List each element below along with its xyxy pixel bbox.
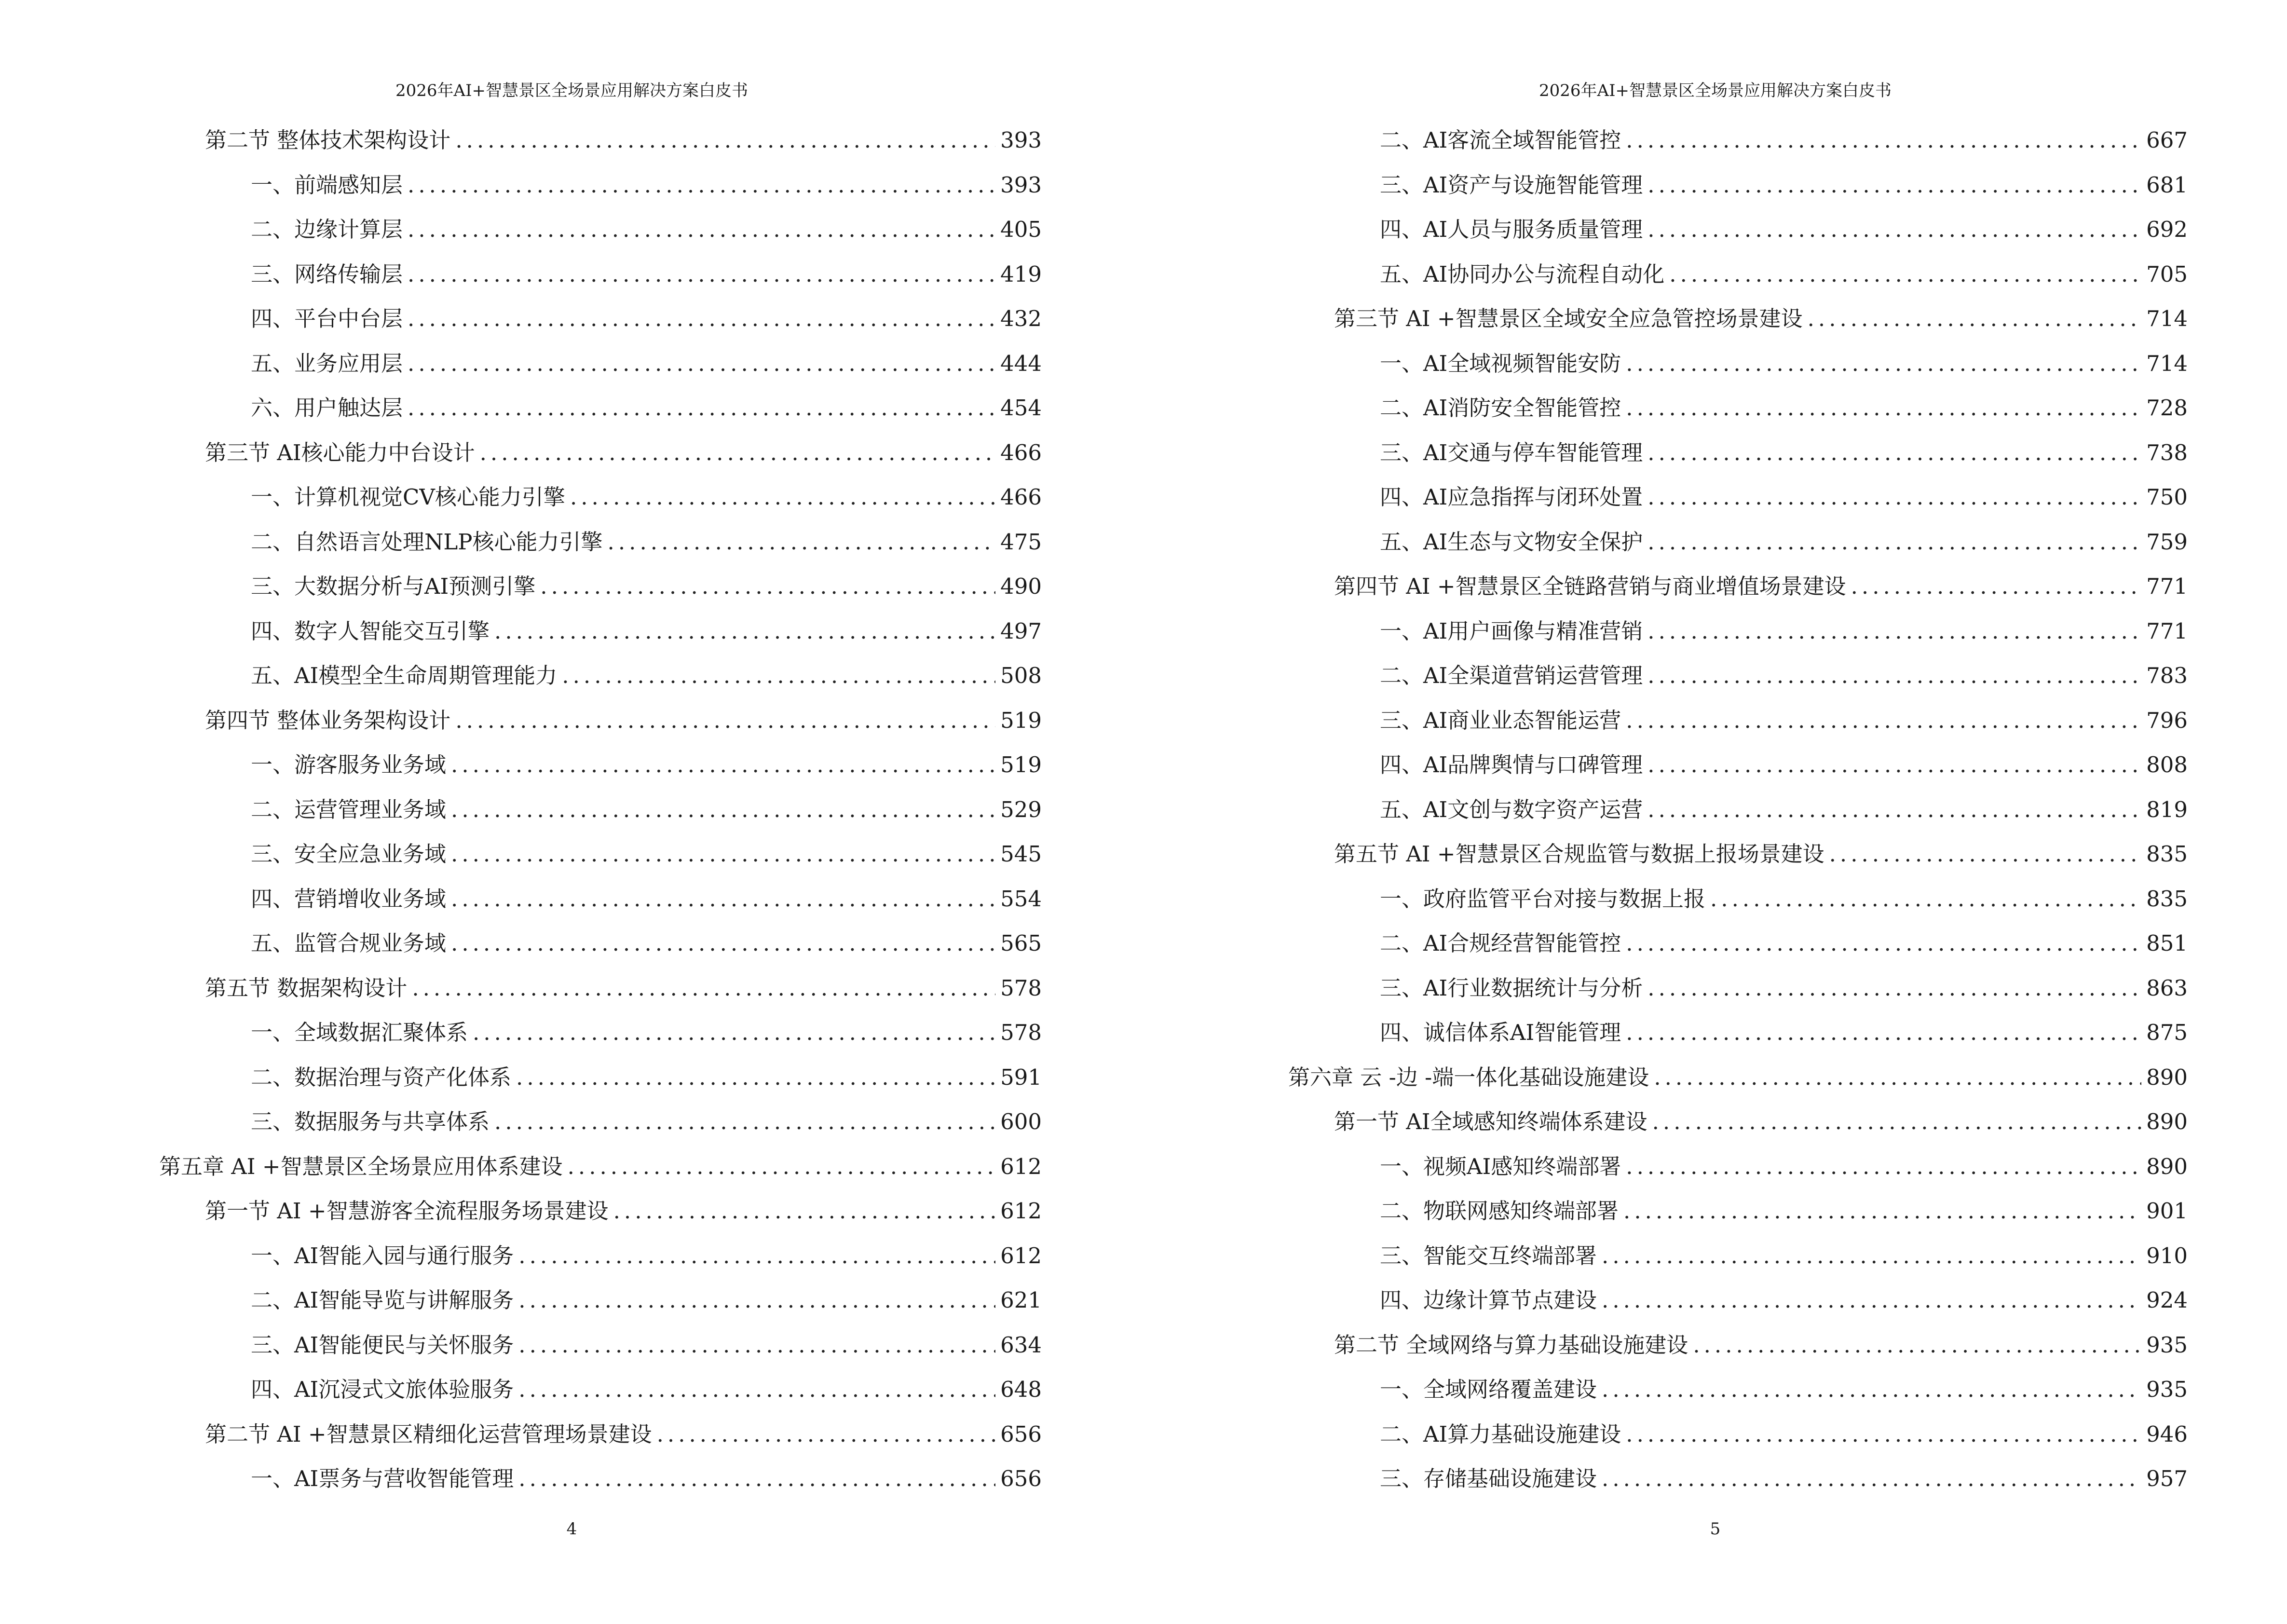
toc-entry[interactable] xyxy=(1288,386,2188,431)
toc-entry-page: 612 xyxy=(1000,1153,1042,1179)
toc-entry-page: 681 xyxy=(2146,172,2188,198)
dot-leader xyxy=(1654,1055,2141,1100)
toc-entry-page: 490 xyxy=(1000,573,1042,599)
toc-entry-title: 四、营销增收业务域 xyxy=(251,886,447,912)
toc-entry-page: 519 xyxy=(1000,752,1042,778)
dot-leader xyxy=(1710,877,2141,922)
toc-entry-title: 第二节 AI +智慧景区精细化运营管理场景建设 xyxy=(205,1421,652,1447)
dot-leader xyxy=(1693,1323,2141,1368)
toc-entry-page: 796 xyxy=(2146,707,2188,733)
toc-entry-title: 三、存储基础设施建设 xyxy=(1380,1466,1597,1491)
toc-entry[interactable] xyxy=(159,1367,1042,1412)
toc-entry[interactable] xyxy=(1288,1100,2188,1145)
toc-entry-title: 一、前端感知层 xyxy=(251,172,403,198)
toc-entry[interactable] xyxy=(1288,877,2188,922)
toc-entry-title: 第五节 数据架构设计 xyxy=(205,975,408,1001)
toc-entry[interactable] xyxy=(1288,564,2188,609)
toc-entry-page: 738 xyxy=(2146,439,2188,465)
toc-entry-title: 二、AI智能导览与讲解服务 xyxy=(251,1287,514,1313)
toc-entry-page: 621 xyxy=(1000,1287,1042,1313)
dot-leader xyxy=(1851,564,2142,609)
toc-entry-page: 656 xyxy=(1000,1466,1042,1491)
toc-entry-page: 714 xyxy=(2146,306,2188,331)
toc-entry-page: 935 xyxy=(2146,1377,2188,1402)
toc-entry[interactable] xyxy=(159,207,1042,252)
toc-entry-title: 第一节 AI +智慧游客全流程服务场景建设 xyxy=(205,1198,609,1224)
dot-leader xyxy=(494,609,995,654)
toc-entry-title: 一、全域网络覆盖建设 xyxy=(1380,1377,1597,1402)
dot-leader xyxy=(518,1457,995,1501)
toc-entry-title: 一、AI全域视频智能安防 xyxy=(1380,350,1621,376)
toc-entry-page: 444 xyxy=(1000,350,1042,376)
toc-entry-page: 612 xyxy=(1000,1198,1042,1224)
toc-entry-title: 四、AI人员与服务质量管理 xyxy=(1380,217,1643,242)
toc-entry-page: 545 xyxy=(1000,841,1042,867)
toc-entry-title: 三、网络传输层 xyxy=(251,261,403,287)
toc-entry[interactable] xyxy=(1288,654,2188,698)
toc-entry[interactable] xyxy=(159,475,1042,520)
toc-entry[interactable] xyxy=(159,252,1042,297)
toc-entry-title: 一、游客服务业务域 xyxy=(251,752,447,778)
toc-entry[interactable] xyxy=(1288,1367,2188,1412)
toc-entry-title: 三、AI智能便民与关怀服务 xyxy=(251,1332,514,1358)
toc-entry-page: 554 xyxy=(1000,886,1042,912)
toc-entry-title: 五、业务应用层 xyxy=(251,350,403,376)
toc-entry-page: 935 xyxy=(2146,1332,2188,1358)
toc-entry[interactable] xyxy=(159,520,1042,565)
toc-entry[interactable] xyxy=(1288,921,2188,966)
dot-leader xyxy=(408,207,995,252)
toc-entry-title: 二、AI合规经营智能管控 xyxy=(1380,930,1621,956)
toc-entry-page: 890 xyxy=(2146,1109,2188,1134)
dot-leader xyxy=(412,966,995,1011)
dot-leader xyxy=(562,654,995,698)
dot-leader xyxy=(1626,1010,2141,1055)
dot-leader xyxy=(451,743,995,788)
toc-entry-page: 508 xyxy=(1000,663,1042,688)
toc-entry-title: 五、AI文创与数字资产运营 xyxy=(1380,796,1643,822)
toc-entry[interactable] xyxy=(1288,743,2188,788)
dot-leader xyxy=(1626,1145,2141,1189)
toc-entry-page: 714 xyxy=(2146,350,2188,376)
page-right xyxy=(1144,0,2287,1624)
toc-entry-page: 529 xyxy=(1000,796,1042,822)
toc-entry[interactable] xyxy=(1288,832,2188,877)
toc-entry-page: 901 xyxy=(2146,1198,2188,1224)
toc-entry-title: 第四节 AI +智慧景区全链路营销与商业增值场景建设 xyxy=(1334,573,1846,599)
toc-entry-page: 692 xyxy=(2146,217,2188,242)
toc-entry-page: 578 xyxy=(1000,975,1042,1001)
toc-entry-title: 四、数字人智能交互引擎 xyxy=(251,618,490,644)
toc-entry-title: 第二节 整体技术架构设计 xyxy=(205,127,451,153)
dot-leader xyxy=(1626,118,2141,163)
toc-entry-title: 二、物联网感知终端部署 xyxy=(1380,1198,1619,1224)
dot-leader xyxy=(408,297,995,341)
page-number: 4 xyxy=(566,1519,577,1539)
toc-entry[interactable] xyxy=(159,609,1042,654)
toc-entry[interactable] xyxy=(159,163,1042,208)
toc-entry-page: 466 xyxy=(1000,484,1042,510)
dot-leader xyxy=(451,788,995,832)
toc-entry-title: 二、边缘计算层 xyxy=(251,217,403,242)
toc-entry[interactable] xyxy=(1288,297,2188,341)
toc-entry-page: 497 xyxy=(1000,618,1042,644)
dot-leader xyxy=(1647,520,2141,565)
dot-leader xyxy=(1808,297,2142,341)
toc-entry-page: 393 xyxy=(1000,127,1042,153)
toc-entry[interactable] xyxy=(1288,1189,2188,1234)
toc-entry-page: 957 xyxy=(2146,1466,2188,1491)
toc-entry-title: 五、AI生态与文物安全保护 xyxy=(1380,529,1643,555)
toc-entry-title: 二、运营管理业务域 xyxy=(251,796,447,822)
toc-entry-page: 519 xyxy=(1000,707,1042,733)
toc-entry[interactable] xyxy=(159,297,1042,341)
dot-leader xyxy=(408,386,995,431)
dot-leader xyxy=(518,1278,995,1323)
toc-entry-page: 419 xyxy=(1000,261,1042,287)
toc-entry[interactable] xyxy=(159,1145,1042,1189)
toc-entry-title: 二、AI算力基础设施建设 xyxy=(1380,1421,1621,1447)
toc-entry-page: 728 xyxy=(2146,395,2188,421)
toc-entry-page: 634 xyxy=(1000,1332,1042,1358)
dot-leader xyxy=(570,475,995,520)
toc-entry-page: 565 xyxy=(1000,930,1042,956)
toc-entry[interactable] xyxy=(1288,1055,2188,1100)
toc-entry-page: 466 xyxy=(1000,439,1042,465)
toc-entry-title: 第三节 AI +智慧景区全域安全应急管控场景建设 xyxy=(1334,306,1803,331)
toc-entry[interactable] xyxy=(1288,341,2188,386)
dot-leader xyxy=(1626,341,2141,386)
toc-entry-page: 667 xyxy=(2146,127,2188,153)
toc-entry-page: 750 xyxy=(2146,484,2188,510)
toc-entry-title: 三、AI商业业态智能运营 xyxy=(1380,707,1621,733)
toc-entry-page: 835 xyxy=(2146,886,2188,912)
toc-entry[interactable] xyxy=(159,921,1042,966)
toc-entry-title: 二、AI客流全域智能管控 xyxy=(1380,127,1621,153)
dot-leader xyxy=(1647,788,2141,832)
dot-leader xyxy=(518,1323,995,1368)
toc-entry-page: 890 xyxy=(2146,1064,2188,1090)
toc-entry-page: 875 xyxy=(2146,1020,2188,1045)
dot-leader xyxy=(1602,1234,2141,1279)
toc-entry-page: 656 xyxy=(1000,1421,1042,1447)
toc-entry-page: 591 xyxy=(1000,1064,1042,1090)
page-number: 5 xyxy=(1710,1519,1721,1539)
toc-entry[interactable] xyxy=(1288,252,2188,297)
toc-entry-title: 一、AI票务与营收智能管理 xyxy=(251,1466,514,1491)
toc-entry[interactable] xyxy=(1288,1323,2188,1368)
dot-leader xyxy=(518,1234,995,1279)
toc-entry[interactable] xyxy=(1288,1278,2188,1323)
dot-leader xyxy=(518,1367,995,1412)
toc-entry-page: 771 xyxy=(2146,573,2188,599)
toc-entry-title: 五、监管合规业务域 xyxy=(251,930,447,956)
toc-entry[interactable] xyxy=(159,386,1042,431)
toc-entry[interactable] xyxy=(1288,118,2188,163)
dot-leader xyxy=(1626,1412,2141,1457)
toc-entry-title: 一、政府监管平台对接与数据上报 xyxy=(1380,886,1706,912)
toc-entry[interactable] xyxy=(159,1055,1042,1100)
toc-entry-page: 432 xyxy=(1000,306,1042,331)
dot-leader xyxy=(1647,609,2141,654)
toc-entry[interactable] xyxy=(159,431,1042,476)
toc-entry[interactable] xyxy=(159,743,1042,788)
toc-entry[interactable] xyxy=(1288,431,2188,476)
toc-entry-page: 863 xyxy=(2146,975,2188,1001)
toc-entry-page: 946 xyxy=(2146,1421,2188,1447)
toc-entry[interactable] xyxy=(1288,163,2188,208)
toc-entry-page: 819 xyxy=(2146,796,2188,822)
toc-entry-page: 648 xyxy=(1000,1377,1042,1402)
toc-entry-title: 四、AI应急指挥与闭环处置 xyxy=(1380,484,1643,510)
toc-entry[interactable] xyxy=(159,1189,1042,1234)
toc-entry[interactable] xyxy=(1288,698,2188,743)
toc-entry-title: 四、诚信体系AI智能管理 xyxy=(1380,1020,1621,1045)
toc-entry-title: 三、AI资产与设施智能管理 xyxy=(1380,172,1643,198)
dot-leader xyxy=(451,921,995,966)
toc-entry[interactable] xyxy=(159,877,1042,922)
toc-entry-page: 705 xyxy=(2146,261,2188,287)
toc-list xyxy=(1288,118,2188,1501)
dot-leader xyxy=(1647,475,2141,520)
dot-leader xyxy=(1602,1457,2141,1501)
toc-entry-title: 四、AI沉浸式文旅体验服务 xyxy=(251,1377,514,1402)
toc-entry[interactable] xyxy=(1288,788,2188,832)
toc-entry[interactable] xyxy=(159,1010,1042,1055)
toc-entry-title: 三、安全应急业务域 xyxy=(251,841,447,867)
dot-leader xyxy=(408,163,995,208)
running-header: 2026年AI+智慧景区全场景应用解决方案白皮书 xyxy=(395,81,748,100)
toc-entry[interactable] xyxy=(1288,1412,2188,1457)
toc-entry-title: 三、AI交通与停车智能管理 xyxy=(1380,439,1643,465)
dot-leader xyxy=(451,877,995,922)
dot-leader xyxy=(1669,252,2141,297)
dot-leader xyxy=(451,832,995,877)
dot-leader xyxy=(1829,832,2142,877)
toc-entry-title: 第四节 整体业务架构设计 xyxy=(205,707,451,733)
toc-entry-title: 二、数据治理与资产化体系 xyxy=(251,1064,512,1090)
toc-entry-title: 第二节 全域网络与算力基础设施建设 xyxy=(1334,1332,1688,1358)
toc-entry-title: 二、自然语言处理NLP核心能力引擎 xyxy=(251,529,603,555)
toc-entry-title: 六、用户触达层 xyxy=(251,395,403,421)
dot-leader xyxy=(1623,1189,2141,1234)
toc-entry-page: 783 xyxy=(2146,663,2188,688)
dot-leader xyxy=(473,1010,995,1055)
toc-entry-page: 475 xyxy=(1000,529,1042,555)
toc-entry-title: 一、AI智能入园与通行服务 xyxy=(251,1242,514,1269)
dot-leader xyxy=(408,341,995,386)
running-header: 2026年AI+智慧景区全场景应用解决方案白皮书 xyxy=(1539,81,1892,100)
toc-entry[interactable] xyxy=(1288,207,2188,252)
toc-entry-page: 578 xyxy=(1000,1020,1042,1045)
toc-entry-page: 405 xyxy=(1000,217,1042,242)
toc-entry[interactable] xyxy=(159,1323,1042,1368)
toc-entry-title: 四、边缘计算节点建设 xyxy=(1380,1287,1597,1313)
dot-leader xyxy=(613,1189,996,1234)
dot-leader xyxy=(1647,654,2141,698)
toc-list xyxy=(159,118,1042,1501)
toc-entry[interactable] xyxy=(159,788,1042,832)
toc-entry-title: 二、AI消防安全智能管控 xyxy=(1380,395,1621,421)
dot-leader xyxy=(480,431,996,476)
toc-entry-title: 一、全域数据汇聚体系 xyxy=(251,1020,468,1045)
dot-leader xyxy=(408,252,995,297)
dot-leader xyxy=(1626,698,2141,743)
toc-entry-page: 808 xyxy=(2146,752,2188,778)
toc-entry[interactable] xyxy=(1288,1457,2188,1501)
toc-entry-page: 759 xyxy=(2146,529,2188,555)
dot-leader xyxy=(455,698,995,743)
toc-entry[interactable] xyxy=(1288,1010,2188,1055)
dot-leader xyxy=(1602,1278,2141,1323)
toc-entry-title: 四、AI品牌舆情与口碑管理 xyxy=(1380,752,1643,778)
toc-entry[interactable] xyxy=(159,1457,1042,1501)
toc-entry-title: 一、计算机视觉CV核心能力引擎 xyxy=(251,484,565,510)
toc-entry-title: 四、平台中台层 xyxy=(251,306,403,331)
dot-leader xyxy=(540,564,995,609)
toc-entry[interactable] xyxy=(1288,1234,2188,1279)
toc-entry[interactable] xyxy=(159,341,1042,386)
dot-leader xyxy=(568,1145,996,1189)
toc-entry-title: 三、数据服务与共享体系 xyxy=(251,1109,490,1134)
toc-entry[interactable] xyxy=(1288,475,2188,520)
toc-entry[interactable] xyxy=(159,1234,1042,1279)
toc-entry[interactable] xyxy=(1288,520,2188,565)
dot-leader xyxy=(1626,921,2141,966)
toc-entry-page: 835 xyxy=(2146,841,2188,867)
toc-entry-title: 一、AI用户画像与精准营销 xyxy=(1380,618,1643,644)
toc-entry-title: 第五章 AI +智慧景区全场景应用体系建设 xyxy=(159,1153,563,1179)
dot-leader xyxy=(1647,966,2141,1011)
dot-leader xyxy=(1647,431,2141,476)
toc-entry-title: 二、AI全渠道营销运营管理 xyxy=(1380,663,1643,688)
toc-entry[interactable] xyxy=(159,654,1042,698)
toc-entry[interactable] xyxy=(159,118,1042,163)
toc-entry[interactable] xyxy=(1288,1145,2188,1189)
toc-entry-page: 910 xyxy=(2146,1242,2188,1269)
toc-entry-title: 第一节 AI全域感知终端体系建设 xyxy=(1334,1109,1647,1134)
dot-leader xyxy=(494,1100,995,1145)
dot-leader xyxy=(1626,386,2141,431)
toc-entry-page: 393 xyxy=(1000,172,1042,198)
dot-leader xyxy=(516,1055,995,1100)
toc-entry[interactable] xyxy=(159,966,1042,1011)
toc-entry-title: 五、AI协同办公与流程自动化 xyxy=(1380,261,1665,287)
dot-leader xyxy=(608,520,996,565)
dot-leader xyxy=(1647,163,2141,208)
toc-entry-page: 771 xyxy=(2146,618,2188,644)
toc-entry-page: 851 xyxy=(2146,930,2188,956)
toc-entry[interactable] xyxy=(159,832,1042,877)
toc-entry-page: 454 xyxy=(1000,395,1042,421)
toc-entry-title: 五、AI模型全生命周期管理能力 xyxy=(251,663,558,688)
toc-entry-title: 三、AI行业数据统计与分析 xyxy=(1380,975,1643,1001)
dot-leader xyxy=(1652,1100,2142,1145)
toc-entry[interactable] xyxy=(159,1412,1042,1457)
toc-entry-page: 890 xyxy=(2146,1153,2188,1179)
toc-entry-title: 第三节 AI核心能力中台设计 xyxy=(205,439,475,465)
toc-entry[interactable] xyxy=(159,1278,1042,1323)
toc-entry[interactable] xyxy=(159,564,1042,609)
dot-leader xyxy=(1647,743,2141,788)
toc-entry-page: 924 xyxy=(2146,1287,2188,1313)
toc-entry-page: 612 xyxy=(1000,1242,1042,1269)
dot-leader xyxy=(657,1412,996,1457)
toc-entry-title: 一、视频AI感知终端部署 xyxy=(1380,1153,1621,1179)
dot-leader xyxy=(455,118,995,163)
toc-entry-title: 第六章 云 -边 -端一体化基础设施建设 xyxy=(1288,1064,1649,1090)
toc-entry[interactable] xyxy=(1288,609,2188,654)
dot-leader xyxy=(1602,1367,2141,1412)
dot-leader xyxy=(1647,207,2141,252)
toc-entry-title: 三、大数据分析与AI预测引擎 xyxy=(251,573,536,599)
toc-entry[interactable] xyxy=(1288,966,2188,1011)
toc-entry-title: 三、智能交互终端部署 xyxy=(1380,1242,1597,1269)
toc-entry[interactable] xyxy=(159,698,1042,743)
toc-entry[interactable] xyxy=(159,1100,1042,1145)
toc-entry-title: 第五节 AI +智慧景区合规监管与数据上报场景建设 xyxy=(1334,841,1824,867)
toc-entry-page: 600 xyxy=(1000,1109,1042,1134)
